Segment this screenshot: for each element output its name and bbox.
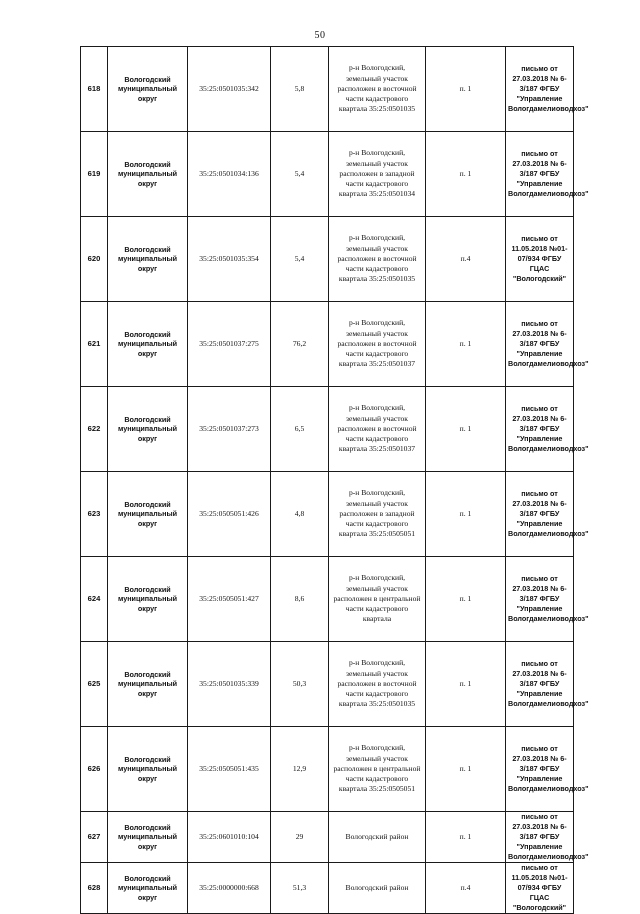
row-number-cell: 618 xyxy=(81,47,108,132)
clause-cell: п. 1 xyxy=(426,642,506,727)
document-cell: письмо от 27.03.2018 № 6-3/187 ФГБУ "Управление Вологдамелиоводхоз" xyxy=(506,472,574,557)
clause-cell: п. 1 xyxy=(426,47,506,132)
district-cell: Вологодский муниципальный округ xyxy=(108,812,188,863)
document-cell: письмо от 27.03.2018 № 6-3/187 ФГБУ "Управление Вологдамелиоводхоз" xyxy=(506,557,574,642)
area-cell: 4,8 xyxy=(271,472,329,557)
clause-cell: п.4 xyxy=(426,217,506,302)
district-cell: Вологодский муниципальный округ xyxy=(108,642,188,727)
district-cell: Вологодский муниципальный округ xyxy=(108,557,188,642)
district-cell: Вологодский муниципальный округ xyxy=(108,217,188,302)
location-cell: Вологодский район xyxy=(329,863,426,914)
district-cell: Вологодский муниципальный округ xyxy=(108,863,188,914)
table-row xyxy=(81,863,574,914)
table-row xyxy=(81,387,574,472)
location-cell: р-н Вологодский, земельный участок расположен в западной части кадастрового квартала 35:25:0505051 xyxy=(329,472,426,557)
row-number-cell: 626 xyxy=(81,727,108,812)
table-row xyxy=(81,217,574,302)
table-row xyxy=(81,812,574,863)
area-cell: 29 xyxy=(271,812,329,863)
document-cell: письмо от 27.03.2018 № 6-3/187 ФГБУ "Управление Вологдамелиоводхоз" xyxy=(506,812,574,863)
district-cell: Вологодский муниципальный округ xyxy=(108,727,188,812)
area-cell: 76,2 xyxy=(271,302,329,387)
area-cell: 51,3 xyxy=(271,863,329,914)
cadastral-number-cell: 35:25:0501035:354 xyxy=(188,217,271,302)
area-cell: 5,4 xyxy=(271,132,329,217)
district-cell: Вологодский муниципальный округ xyxy=(108,387,188,472)
location-cell: р-н Вологодский, земельный участок расположен в западной части кадастрового квартала 35:25:0501034 xyxy=(329,132,426,217)
table-row xyxy=(81,47,574,132)
cadastral-number-cell: 35:25:0505051:426 xyxy=(188,472,271,557)
land-plots-table xyxy=(80,46,589,914)
cadastral-number-cell: 35:25:0501034:136 xyxy=(188,132,271,217)
cadastral-number-cell: 35:25:0505051:427 xyxy=(188,557,271,642)
document-cell: письмо от 11.05.2018 №01-07/934 ФГБУ ГЦАС "Вологодский" xyxy=(506,217,574,302)
location-cell: Вологодский район xyxy=(329,812,426,863)
location-cell: р-н Вологодский, земельный участок расположен в восточной части кадастрового квартала 35:25:0501037 xyxy=(329,302,426,387)
clause-cell: п. 1 xyxy=(426,557,506,642)
document-cell: письмо от 11.05.2018 №01-07/934 ФГБУ ГЦАС "Вологодский" xyxy=(506,863,574,914)
area-cell: 12,9 xyxy=(271,727,329,812)
cadastral-number-cell: 35:25:0501037:273 xyxy=(188,387,271,472)
document-cell: письмо от 27.03.2018 № 6-3/187 ФГБУ "Управление Вологдамелиоводхоз" xyxy=(506,727,574,812)
district-cell: Вологодский муниципальный округ xyxy=(108,472,188,557)
row-number-cell: 620 xyxy=(81,217,108,302)
clause-cell: п. 1 xyxy=(426,727,506,812)
document-cell: письмо от 27.03.2018 № 6-3/187 ФГБУ "Управление Вологдамелиоводхоз" xyxy=(506,642,574,727)
table-row xyxy=(81,302,574,387)
location-cell: р-н Вологодский, земельный участок расположен в восточной части кадастрового квартала 35:25:0501035 xyxy=(329,642,426,727)
area-cell: 6,5 xyxy=(271,387,329,472)
location-cell: р-н Вологодский, земельный участок расположен в центральной части кадастрового квартала xyxy=(329,557,426,642)
cadastral-number-cell: 35:25:0000000:668 xyxy=(188,863,271,914)
area-cell: 8,6 xyxy=(271,557,329,642)
table-row xyxy=(81,472,574,557)
district-cell: Вологодский муниципальный округ xyxy=(108,302,188,387)
district-cell: Вологодский муниципальный округ xyxy=(108,47,188,132)
clause-cell: п.4 xyxy=(426,863,506,914)
row-number-cell: 628 xyxy=(81,863,108,914)
document-cell: письмо от 27.03.2018 № 6-3/187 ФГБУ "Управление Вологдамелиоводхоз" xyxy=(506,302,574,387)
page-number: 50 xyxy=(314,30,326,41)
cadastral-number-cell: 35:25:0501035:339 xyxy=(188,642,271,727)
table-body xyxy=(81,47,589,914)
table-row xyxy=(81,132,574,217)
cadastral-number-cell: 35:25:0501035:342 xyxy=(188,47,271,132)
location-cell: р-н Вологодский, земельный участок расположен в центральной части кадастрового квартала 35:25:0505051 xyxy=(329,727,426,812)
row-number-cell: 627 xyxy=(81,812,108,863)
table-row xyxy=(81,642,574,727)
document-cell: письмо от 27.03.2018 № 6-3/187 ФГБУ "Управление Вологдамелиоводхоз" xyxy=(506,387,574,472)
location-cell: р-н Вологодский, земельный участок расположен в восточной части кадастрового квартала 35:25:0501035 xyxy=(329,47,426,132)
row-number-cell: 622 xyxy=(81,387,108,472)
area-cell: 50,3 xyxy=(271,642,329,727)
clause-cell: п. 1 xyxy=(426,812,506,863)
row-number-cell: 619 xyxy=(81,132,108,217)
table-row xyxy=(81,557,574,642)
cadastral-number-cell: 35:25:0601010:104 xyxy=(188,812,271,863)
row-number-cell: 621 xyxy=(81,302,108,387)
row-number-cell: 624 xyxy=(81,557,108,642)
cadastral-number-cell: 35:25:0505051:435 xyxy=(188,727,271,812)
clause-cell: п. 1 xyxy=(426,302,506,387)
document-cell: письмо от 27.03.2018 № 6-3/187 ФГБУ "Управление Вологдамелиоводхоз" xyxy=(506,47,574,132)
clause-cell: п. 1 xyxy=(426,387,506,472)
clause-cell: п. 1 xyxy=(426,132,506,217)
clause-cell: п. 1 xyxy=(426,472,506,557)
location-cell: р-н Вологодский, земельный участок расположен в восточной части кадастрового квартала 35:25:0501037 xyxy=(329,387,426,472)
area-cell: 5,4 xyxy=(271,217,329,302)
table-row xyxy=(81,727,574,812)
area-cell: 5,8 xyxy=(271,47,329,132)
row-number-cell: 625 xyxy=(81,642,108,727)
district-cell: Вологодский муниципальный округ xyxy=(108,132,188,217)
location-cell: р-н Вологодский, земельный участок расположен в восточной части кадастрового квартала 35:25:0501035 xyxy=(329,217,426,302)
row-number-cell: 623 xyxy=(81,472,108,557)
cadastral-number-cell: 35:25:0501037:275 xyxy=(188,302,271,387)
document-cell: письмо от 27.03.2018 № 6-3/187 ФГБУ "Управление Вологдамелиоводхоз" xyxy=(506,132,574,217)
